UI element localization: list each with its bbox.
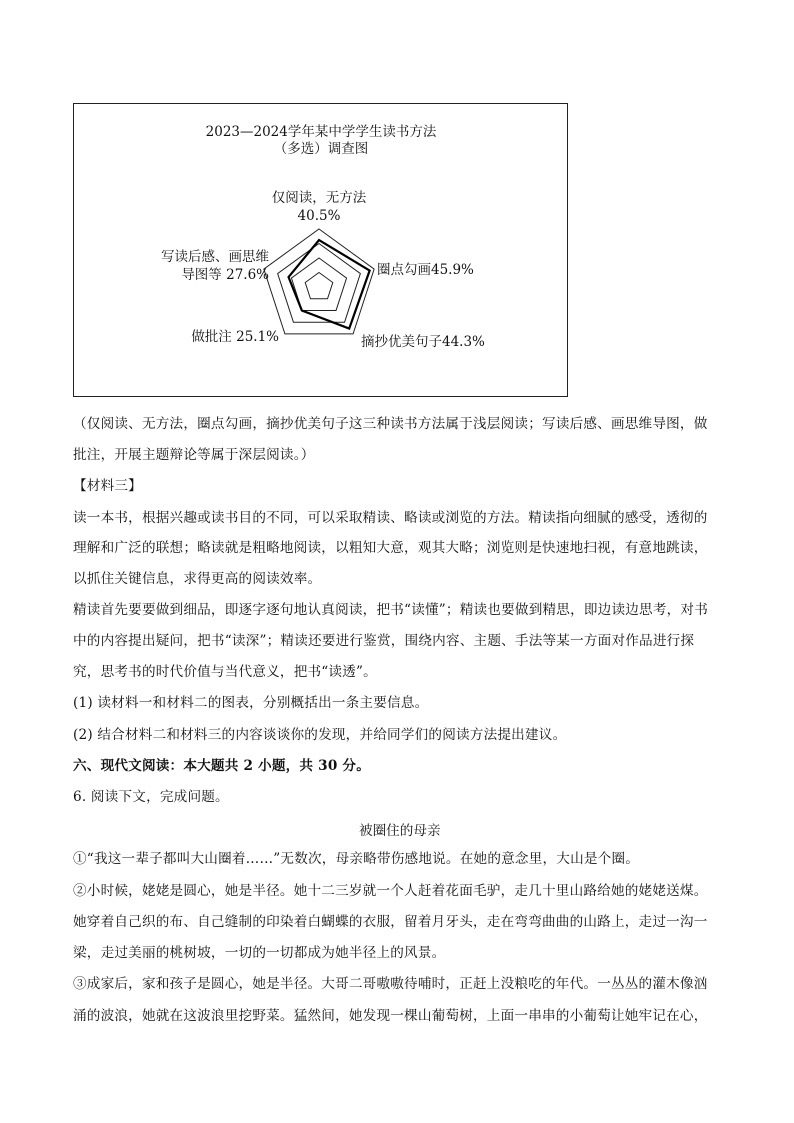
article-title: 被圈住的母亲 [359,823,441,839]
chart-title-line1: 2023—2024学年某中学学生读书方法 [205,124,437,140]
article-paragraph3-line2: 涌的波浪，她就在这波浪里挖野菜。猛然间，她发现一棵山葡萄树，上面一串串的小葡萄让她牢记在心， [73,1008,708,1024]
article-paragraph1: ①“我这一辈子都叫大山圈着……”无数次，母亲略带伤感地说。在她的意念里，大山是个圈。 [73,851,640,867]
radar-chart-frame [73,103,568,397]
paragraph1-line1: 读一本书，根据兴趣或读书目的不同，可以采取精读、略读或浏览的方法。精读指向细腻的感受，透彻的 [73,510,708,526]
paragraph2-line2: 中的内容提出疑问，把书“读深”；精读还要进行鉴赏，围绕内容、主题、手法等某一方面对作品进行探 [73,633,695,649]
radar-chart [74,104,569,398]
chart-title-line2: （多选）调查图 [273,141,369,157]
radar-axis-label-3-0: 做批注 25.1% [191,329,279,345]
radar-axis-label-0-0: 仅阅读，无方法 [271,190,367,206]
material3-heading: 【材料三】 [73,478,142,494]
article-paragraph2-line2: 她穿着自己织的布、自己缝制的印染着白蝴蝶的衣服，留着月牙头，走在弯弯曲曲的山路上，走过一沟一 [73,914,708,930]
question2: (2) 结合材料二和材料三的内容谈谈你的发现，并给同学们的阅读方法提出建议。 [73,727,567,743]
radar-axis-label-1-0: 圈点勾画45.9% [377,262,474,278]
question1: (1) 读材料一和材料二的图表，分别概括出一条主要信息。 [73,695,429,711]
article-paragraph2-line1: ②小时候，姥姥是圆心，她是半径。她十二三岁就一个人赶着花面毛驴，走几十里山路给她的姥姥送煤。 [73,883,708,899]
radar-axis-label-4-0: 写读后感、画思维 [161,249,269,265]
note-line2: 批注，开展主题辩论等属于深层阅读。） [73,447,315,463]
paragraph2-line1: 精读首先要要做到细品，即逐字逐句地认真阅读，把书“读懂”；精读也要做到精思，即边读边思考，对书 [73,602,709,618]
section6-heading: 六、现代文阅读：本大题共 2 小题，共 30 分。 [73,758,370,774]
radar-axis-label-4-1: 导图等 27.6% [181,267,269,283]
radar-ring-1 [305,273,333,299]
question6: 6. 阅读下文，完成问题。 [73,789,229,805]
article-paragraph2-line3: 梁，走过美丽的桃树坡，一切的一切都成为她半径上的风景。 [73,945,446,961]
paragraph1-line2: 理解和广泛的联想；略读就是粗略地阅读，以粗知大意，观其大略；浏览则是快速地扫视，有意地跳读， [73,540,708,556]
paragraph1-line3: 以抓住关键信息，求得更高的阅读效率。 [73,571,322,587]
radar-labels [161,189,485,350]
radar-series-line [289,240,370,329]
article-paragraph3-line1: ③成家后，家和孩子是圆心，她是半径。大哥二哥嗷嗷待哺时，正赶上没粮吃的年代。一丛丛的灌木像汹 [73,976,708,992]
paragraph2-line3: 究，思考书的时代价值与当代意义，把书“读透”。 [73,664,377,680]
radar-value-label-0: 40.5% [297,208,341,224]
radar-axis-label-2-0: 摘抄优美句子44.3% [361,334,485,350]
note-line1: （仅阅读、无方法，圈点勾画，摘抄优美句子这三种读书方法属于浅层阅读；写读后感、画思维导图，做 [73,416,708,432]
radar-series [289,240,370,329]
